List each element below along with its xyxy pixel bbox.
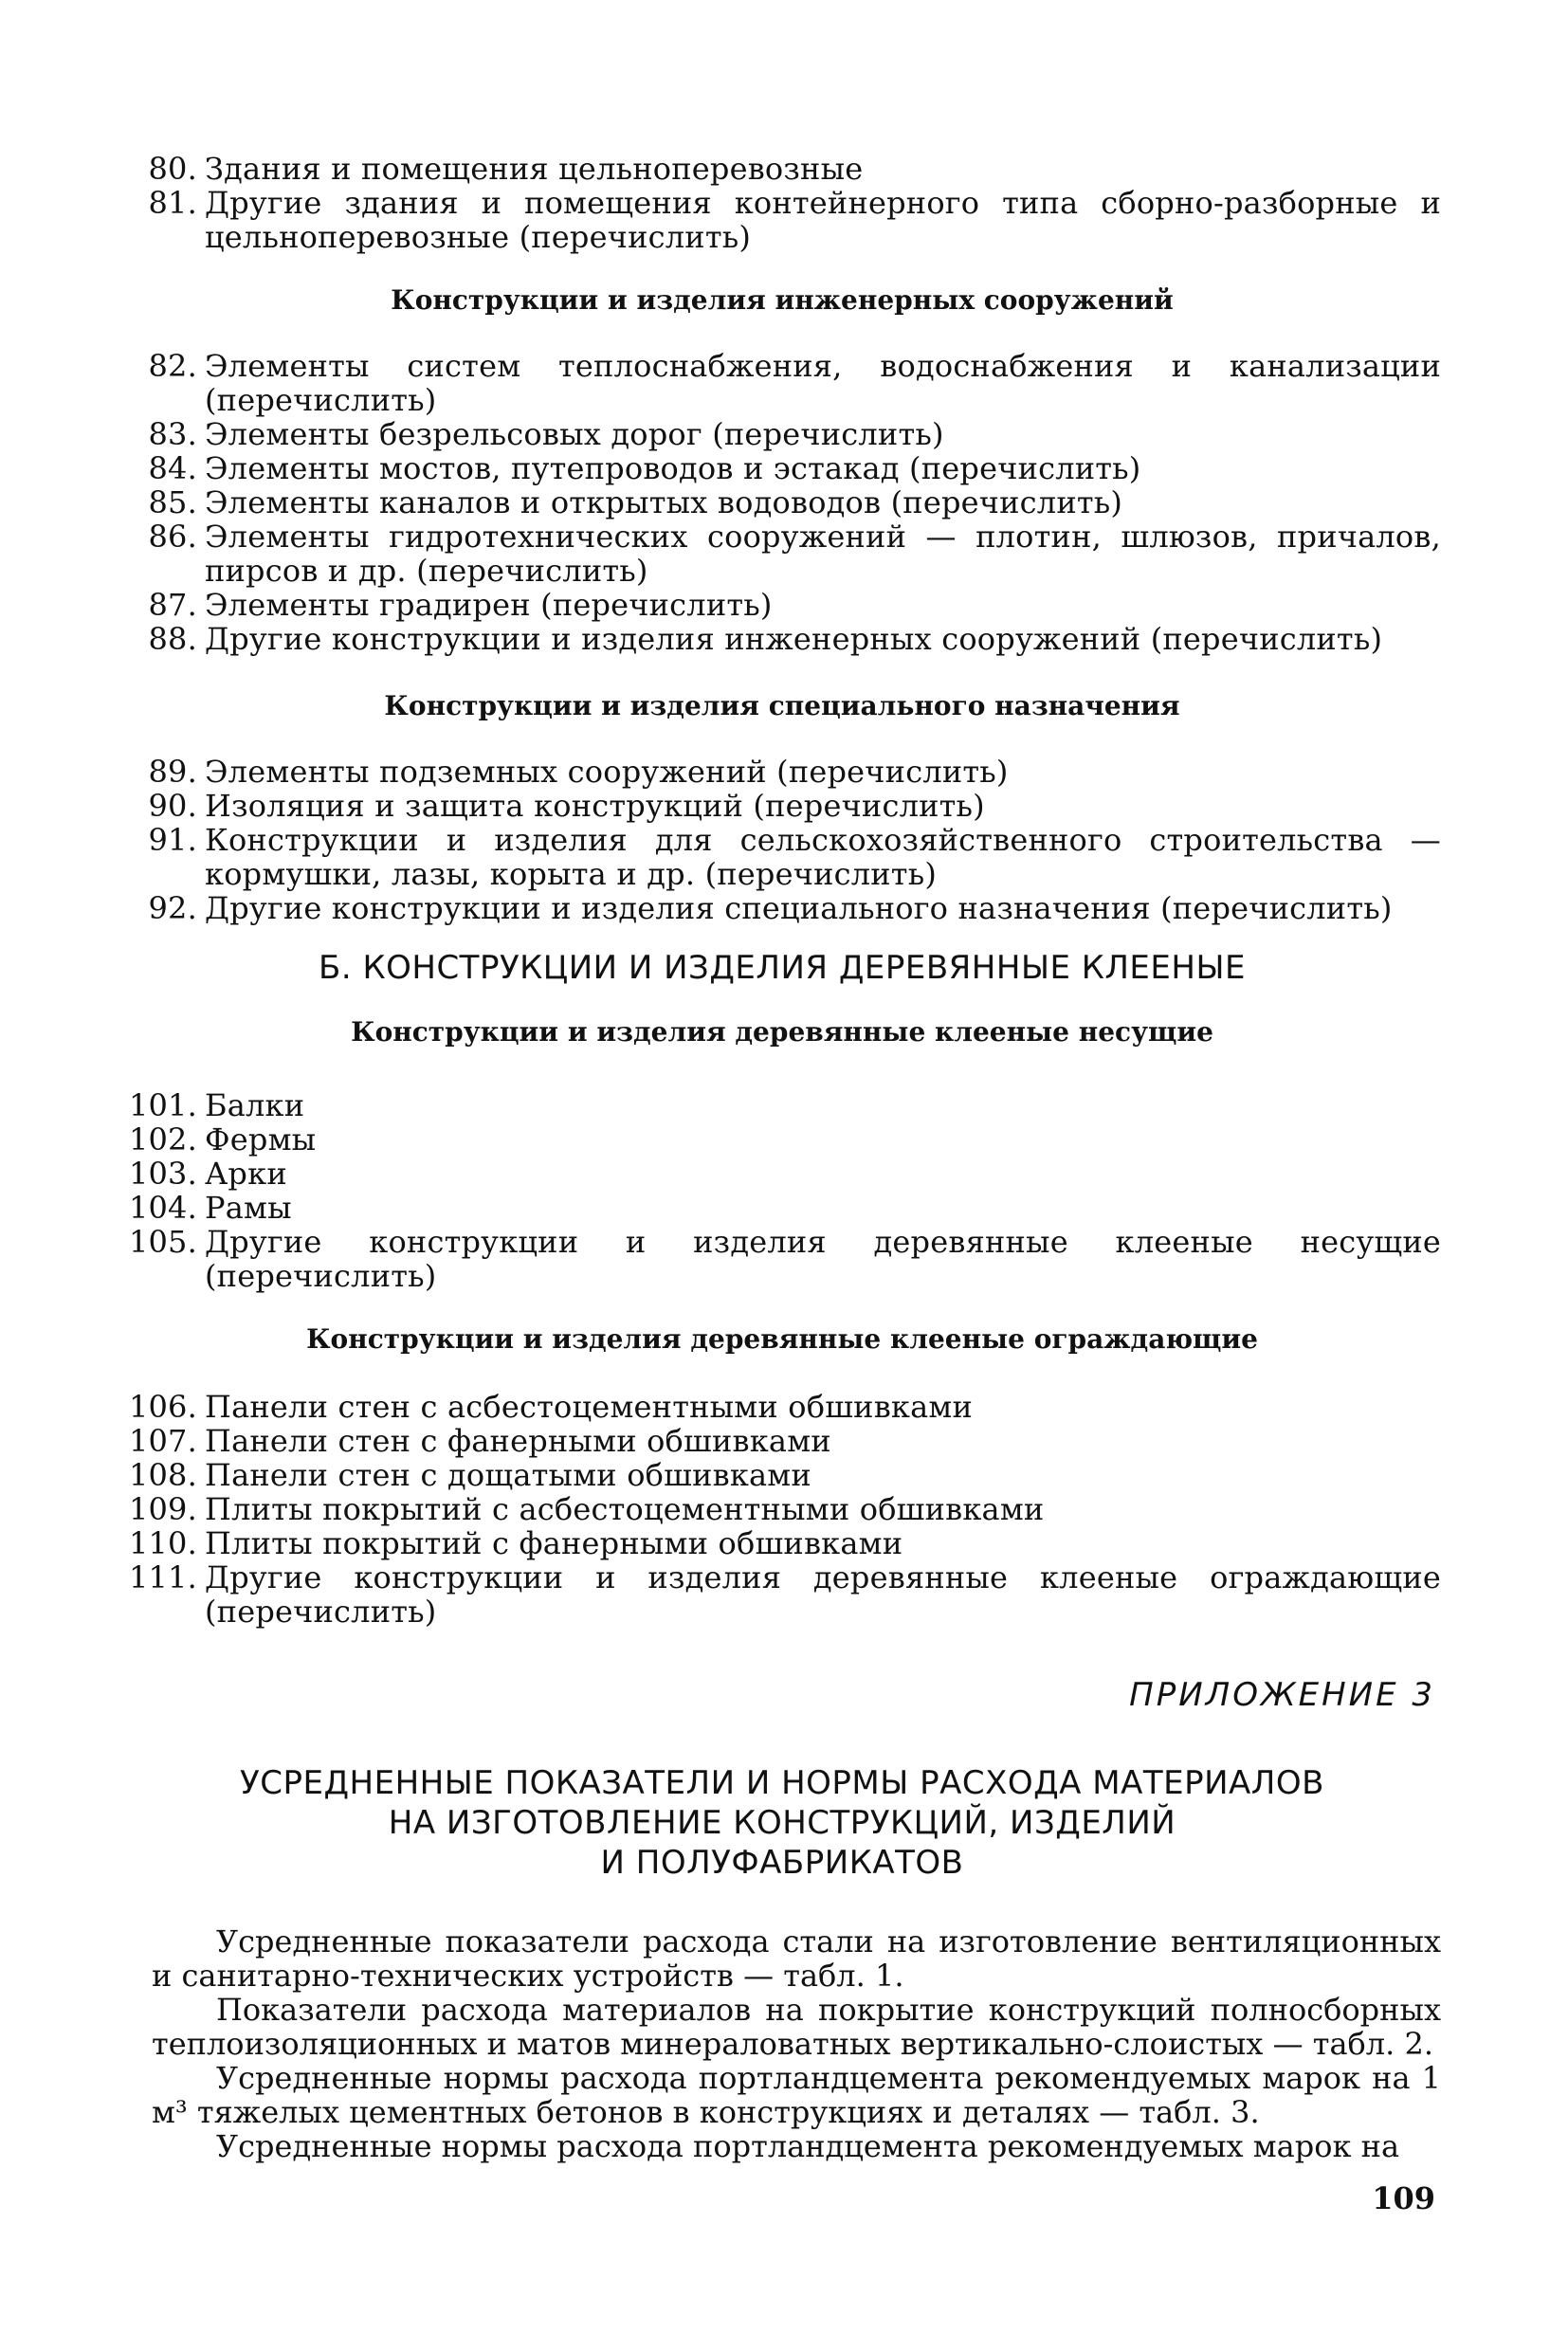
list-item	[123, 823, 1441, 891]
item-number: 101.	[128, 1087, 197, 1123]
section-heading-enclosing: Конструкции и изделия деревянные клееные ограждающие	[306, 1323, 1258, 1355]
section-heading-engineering: Конструкции и изделия инженерных сооружений	[391, 284, 1174, 316]
item-text: Другие конструкции и изделия деревянные клееные несущие (перечислить)	[205, 1224, 1441, 1294]
item-text: Плиты покрытий с фанерными обшивками	[205, 1525, 903, 1561]
appendix-label: ПРИЛОЖЕНИЕ 3	[1129, 1676, 1435, 1714]
page-number: 109	[1372, 2180, 1435, 2216]
item-text: Элементы систем теплоснабжения, водоснабжения и канализации (перечислить)	[205, 348, 1441, 418]
item-number: 84.	[148, 450, 197, 486]
appendix-title-line: УСРЕДНЕННЫЕ ПОКАЗАТЕЛИ И НОРМЫ РАСХОДА МАТЕРИАЛОВ	[240, 1764, 1324, 1802]
list-item	[123, 1492, 1441, 1526]
list-item	[123, 417, 1441, 451]
list-item	[123, 755, 1441, 789]
list-item	[123, 1458, 1441, 1492]
list-item	[123, 1122, 1441, 1157]
list-item	[123, 1390, 1441, 1424]
item-text: Другие конструкции и изделия специального назначения (перечислить)	[205, 890, 1393, 926]
item-text: Балки	[205, 1087, 305, 1123]
appendix-title-line: И ПОЛУФАБРИКАТОВ	[600, 1844, 964, 1882]
item-text: Элементы гидротехнических сооружений — плотин, шлюзов, причалов, пирсов и др. (перечислить)	[205, 519, 1441, 589]
appendix-title	[123, 1763, 1441, 1883]
item-text: Элементы подземных сооружений (перечислить)	[205, 754, 1009, 790]
item-number: 108.	[128, 1457, 197, 1493]
list-item	[123, 152, 1441, 186]
item-number: 89.	[148, 754, 197, 790]
item-text: Другие конструкции и изделия деревянные клееные ограждающие (перечислить)	[205, 1559, 1441, 1630]
item-text: Элементы градирен (перечислить)	[205, 587, 773, 623]
list-item	[123, 485, 1441, 519]
item-text: Изоляция и защита конструкций (перечислить)	[205, 788, 985, 824]
list-item	[123, 186, 1441, 254]
item-number: 92.	[148, 890, 197, 926]
list-item	[123, 891, 1441, 925]
paragraph: Усредненные показатели расхода стали на изготовление вентиляционных и санитарно-технических устройств — табл. 1.	[152, 1923, 1441, 1994]
paragraph: Показатели расхода материалов на покрытие конструкций полносборных теплоизоляционных и матов минераловатных вертикально-слоистых — табл. 2.	[152, 1992, 1441, 2062]
item-number: 109.	[128, 1491, 197, 1527]
paragraph: Усредненные нормы расхода портландцемента рекомендуемых марок на	[216, 2128, 1400, 2164]
item-text: Панели стен с дощатыми обшивками	[205, 1457, 811, 1493]
section-heading-bearing: Конструкции и изделия деревянные клееные несущие	[351, 1016, 1213, 1048]
item-text: Другие конструкции и изделия инженерных сооружений (перечислить)	[205, 621, 1383, 657]
item-number: 110.	[128, 1525, 197, 1561]
item-number: 85.	[148, 484, 197, 520]
item-number: 88.	[148, 621, 197, 657]
item-number: 83.	[148, 416, 197, 452]
item-text: Элементы каналов и открытых водоводов (перечислить)	[205, 484, 1123, 520]
list-item	[123, 519, 1441, 588]
item-number: 86.	[148, 519, 197, 555]
item-number: 104.	[128, 1190, 197, 1226]
item-number: 107.	[128, 1423, 197, 1459]
item-text: Панели стен с асбестоцементными обшивками	[205, 1389, 974, 1425]
paragraph: Усредненные нормы расхода портландцемента рекомендуемых марок на 1 м³ тяжелых цементных бетонов в конструкциях и деталях — табл. 3.	[152, 2060, 1441, 2130]
item-number: 102.	[128, 1121, 197, 1157]
list-item	[123, 1157, 1441, 1191]
appendix-title-line: НА ИЗГОТОВЛЕНИЕ КОНСТРУКЦИЙ, ИЗДЕЛИЙ	[388, 1804, 1176, 1842]
list-item	[123, 1191, 1441, 1225]
item-text: Другие здания и помещения контейнерного типа сборно-разборные и цельноперевозные (перечислить)	[205, 185, 1441, 255]
item-text: Фермы	[205, 1121, 317, 1157]
list-item	[123, 1560, 1441, 1629]
list-item	[123, 588, 1441, 622]
item-number: 80.	[148, 151, 197, 187]
item-text: Плиты покрытий с асбестоцементными обшивками	[205, 1491, 1045, 1527]
item-text: Элементы мостов, путепроводов и эстакад (перечислить)	[205, 450, 1141, 486]
item-number: 87.	[148, 587, 197, 623]
item-number: 111.	[128, 1559, 197, 1595]
item-number: 82.	[148, 348, 197, 384]
list-item	[123, 1225, 1441, 1293]
item-text: Элементы безрельсовых дорог (перечислить)	[205, 416, 944, 452]
item-text: Здания и помещения цельноперевозные	[205, 151, 864, 187]
item-text: Панели стен с фанерными обшивками	[205, 1423, 831, 1459]
list-item	[123, 1526, 1441, 1560]
list-item	[123, 349, 1441, 417]
section-b-title: Б. КОНСТРУКЦИИ И ИЗДЕЛИЯ ДЕРЕВЯННЫЕ КЛЕЕНЫЕ	[319, 949, 1246, 987]
item-number: 103.	[128, 1156, 197, 1192]
item-text: Конструкции и изделия для сельскохозяйственного строительства — кормушки, лазы, корыта и др. (перечислить)	[205, 822, 1441, 892]
list-item	[123, 789, 1441, 823]
item-text: Рамы	[205, 1190, 292, 1226]
item-text: Арки	[205, 1156, 287, 1192]
item-number: 81.	[148, 185, 197, 221]
list-item	[123, 451, 1441, 485]
list-item	[123, 1088, 1441, 1122]
item-number: 90.	[148, 788, 197, 824]
item-number: 105.	[128, 1224, 197, 1260]
item-number: 106.	[128, 1389, 197, 1425]
list-item	[123, 622, 1441, 656]
section-heading-special: Конструкции и изделия специального назначения	[384, 690, 1180, 721]
list-item	[123, 1424, 1441, 1458]
item-number: 91.	[148, 822, 197, 858]
